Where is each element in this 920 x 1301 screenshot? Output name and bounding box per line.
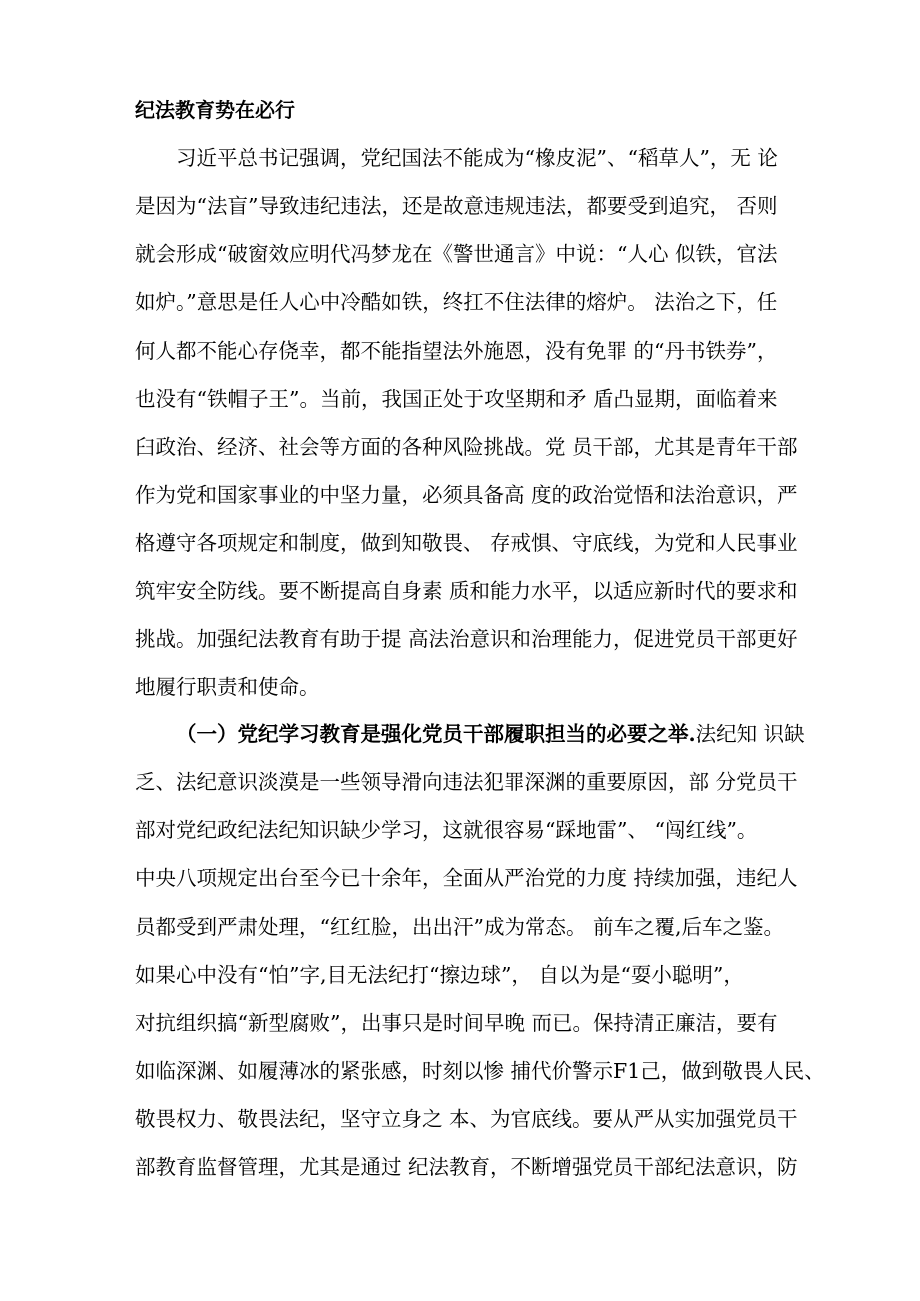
paragraph-1-line: 挑战。加强纪法教育有助于提 高法治意识和治理能力，促进党员干部更好 (135, 627, 798, 651)
paragraph-1-line: 如炉。”意思是任人心中冷酷如铁，终扛不住法律的熔炉。 法治之下，任 (135, 290, 778, 314)
paragraph-1-line: 格遵守各项规定和制度，做到知敬畏、 存戒惧、守底线，为党和人民事业 (135, 531, 798, 555)
paragraph-1-line: 何人都不能心存侥幸，都不能指望法外施恩，没有免罪 的“丹书铁券”， (135, 339, 778, 363)
paragraph-2-line: 如果心中没有“怕”字,目无法纪打“擦边球”， 自以为是“耍小聪明”， (135, 963, 744, 987)
document-title: 纪法教育势在必行 (135, 98, 295, 122)
paragraph-2-line: 员都受到严肃处理，“红红脸，出出汗”成为常态。 前车之覆,后车之鉴。 (135, 915, 784, 939)
paragraph-1-line: 筑牢安全防线。要不断提高自身素 质和能力水平，以适应新时代的要求和 (135, 579, 798, 603)
paragraph-1-line: 习近平总书记强调，党纪国法不能成为“橡皮泥”、“稻草人”，无 论 (176, 146, 778, 170)
paragraph-2-line: 部教育监督管理，尤其是通过 纪法教育，不断增强党员干部纪法意识，防 (135, 1155, 798, 1179)
section-heading: （一）党纪学习教育是强化党员干部履职担当的必要之举. (176, 722, 696, 746)
paragraph-2-text: 法纪知 识缺 (695, 722, 805, 746)
paragraph-2-line: 部对党纪政纪法纪知识缺少学习，这就很容易“踩地雷”、 “闯红线”。 (135, 818, 758, 842)
paragraph-2-line: 乏、法纪意识淡漠是一些领导滑向违法犯罪深渊的重要原因，部 分党员干 (135, 770, 798, 794)
paragraph-2-line: 敬畏权力、敬畏法纪，坚守立身之 本、为官底线。要从严从实加强党员干 (135, 1107, 798, 1131)
paragraph-2-line: 中央八项规定出台至今已十余年，全面从严治党的力度 持续加强，违纪人 (135, 866, 798, 890)
paragraph-1-line: 作为党和国家事业的中坚力量，必须具备高 度的政治觉悟和法治意识，严 (135, 483, 798, 507)
paragraph-2-line: 对抗组织搞“新型腐败”，出事只是时间早晚 而已。保持清正廉洁，要有 (135, 1011, 778, 1035)
paragraph-1-line: 臼政治、经济、社会等方面的各种风险挑战。党 员干部，尤其是青年干部 (135, 435, 798, 459)
paragraph-1-line: 也没有“铁帽子王”。当前，我国正处于攻坚期和矛 盾凸显期，面临着来 (135, 387, 778, 411)
paragraph-1-line: 是因为“法盲”导致违纪违法，还是故意违规违法，都要受到追究， 否则 (135, 194, 778, 218)
paragraph-2-first-line (176, 720, 805, 748)
paragraph-1-line: 就会形成“破窗效应明代冯梦龙在《警世通言》中说：“人心 似铁，官法 (135, 242, 778, 266)
paragraph-2-line: 如临深渊、如履薄冰的紧张感，时刻以惨 捕代价警示F1己，做到敬畏人民、 (135, 1059, 825, 1083)
paragraph-1-line: 地履行职责和使命。 (135, 675, 320, 699)
